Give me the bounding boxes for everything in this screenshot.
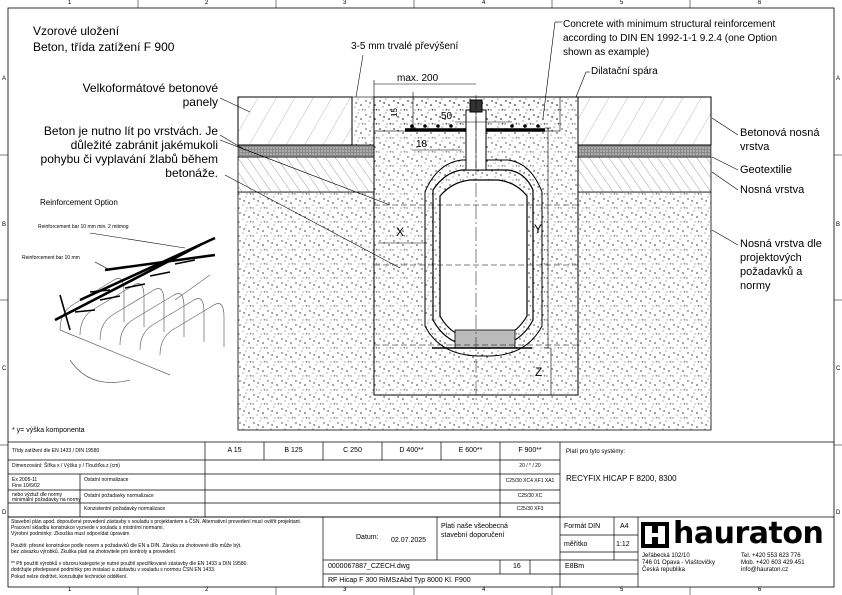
footer-note-4: Použití: přesné konstrukce podle norem a požadavků dle EN a DIN. Záruka za zhotovené dílo může být. — [11, 543, 242, 549]
valid-label: Platí pro tyto systémy: — [566, 449, 626, 455]
label-bearing-concrete-2: vrstva — [740, 141, 770, 153]
hauraton-logo-mark — [641, 522, 669, 548]
grid-row-a-right: A — [836, 76, 841, 82]
grid-col-1-bottom: 1 — [68, 587, 72, 593]
footer-note-2: Pracovní skladbu konstrukce vyzvede v souladu s místními normami. — [11, 525, 164, 531]
reinf-option-title: Reinforcement Option — [40, 198, 118, 207]
dim-15: 15 — [390, 108, 399, 117]
table-header-label: Třídy zatížení dle EN 1433 / DIN 19580 — [12, 448, 100, 454]
dim-x: X — [396, 225, 405, 239]
footnote: * y= výška komponenta — [12, 427, 85, 434]
dim-50: 50 — [441, 111, 453, 122]
row-b2: Ostatní požadavky normalizace — [84, 493, 154, 499]
validity-2: stavební doporučení — [441, 532, 505, 539]
label-panels-2: panely — [182, 95, 218, 109]
row-b1b: minimální požadavky na normy — [12, 497, 81, 503]
reinforcement-sketch — [55, 233, 224, 383]
grid-row-b: B — [2, 222, 7, 228]
row-a2: Ostatní normalizace — [84, 477, 129, 483]
label-layers-3: pohybu či vyplavání žlabů během — [40, 152, 218, 166]
label-geotextile: Geotextilie — [740, 164, 792, 176]
cell-concrete-1: C25/30 XC4 XF1 XA1 — [505, 478, 555, 484]
revision: E8Bm — [565, 563, 585, 570]
grid-row-c-right: C — [836, 366, 841, 372]
dim-z: Z — [535, 365, 543, 379]
scale-label: měřítko — [564, 541, 588, 548]
cell-concrete-2: C25/30 XC — [517, 493, 543, 499]
datum-label: Datum: — [356, 534, 379, 541]
title-line-1: Vzorové uložení — [33, 24, 120, 38]
row-a1: Ex 2005-11 Fine 10/6/02 — [12, 477, 40, 489]
contact-mobile: Mob. +420 603 429 451 — [741, 560, 805, 566]
grid-row-b-right: B — [836, 222, 841, 228]
class-d400: D 400** — [399, 447, 424, 454]
reinf-bar-1: Reinforcement bar 10 mm min. 2 mitmog — [38, 224, 129, 230]
label-bearing-concrete-1: Betonová nosná — [740, 127, 820, 139]
datum-value: 02.07.2025 — [391, 537, 427, 544]
contact-email: info@hauraton.cz — [741, 567, 789, 573]
drawing-file: 0000067887_CZECH.dwg — [328, 563, 410, 570]
label-bearing-project-2: projektových — [740, 252, 802, 264]
scale-value: 1:12 — [616, 541, 630, 548]
cell-concrete-3: C25/30 XF3 — [516, 506, 544, 512]
valid-value: RECYFIX HICAP F 8200, 8300 — [566, 474, 677, 483]
address-3: Česká republika — [642, 567, 686, 573]
format-value: A4 — [620, 523, 629, 530]
footer-note-7: dodržujte předepsané podmínky pro instalaci a zástavbu v souladu s normou ČSN EN 1433. — [11, 567, 216, 573]
grid-col-3-bottom: 3 — [343, 587, 347, 593]
footer-note-1: Stavební plán apod. dopoučené provedení zástavby v souladu s projektantem a ČSN. Alternativní provedení musí ověřit projektant. — [11, 519, 302, 525]
label-layers-1: Beton je nutno lít po vrstvách. Je — [43, 124, 218, 138]
label-overlap: 3-5 mm trvalé převýšení — [351, 41, 459, 52]
grid-col-4: 4 — [482, 0, 486, 6]
address-2: 746 01 Opava - Vlaštovičky — [642, 560, 716, 566]
grid-col-2-bottom: 2 — [205, 587, 209, 593]
dim-18: 18 — [416, 139, 428, 150]
company-logo: hauraton — [673, 516, 824, 551]
grid-col-4-bottom: 4 — [482, 587, 486, 593]
label-bearing-project-1: Nosná vrstva dle — [740, 238, 822, 250]
label-concrete-3: shown as example) — [563, 47, 650, 58]
grid-col-3: 3 — [343, 0, 347, 6]
address-1: Jeřábecká 102/10 — [642, 553, 690, 559]
label-panels-1: Velkoformátové betonové — [82, 81, 218, 95]
label-bearing-project-3: požadavků a — [740, 266, 803, 278]
dim-y: Y — [534, 222, 543, 236]
label-joint: Dilatační spára — [591, 66, 658, 77]
footer-note-8: Pokud nelze dodržet, konzultujte technické oddělení. — [11, 574, 128, 580]
title-line-2: Beton, třída zatížení F 900 — [33, 40, 175, 54]
label-bearing-layer: Nosná vrstva — [740, 184, 805, 196]
label-concrete-2: according to DIN EN 1992-1-1 9.2.4 (one Option — [563, 33, 778, 44]
class-a15: A 15 — [227, 447, 242, 454]
format-label: Formát DIN — [564, 523, 601, 530]
contact-phone: Tel. +420 553 623 776 — [741, 553, 801, 559]
class-e600: E 600** — [458, 447, 483, 454]
sheet-number: 16 — [513, 563, 521, 570]
grid-row-a: A — [2, 76, 7, 82]
row-c2: Konzistentní požadavky normalizace — [84, 506, 166, 512]
class-c250: C 250 — [343, 447, 362, 454]
grid-col-6-bottom: 6 — [758, 587, 762, 593]
label-concrete-1: Concrete with minimum structural reinforcement — [563, 19, 776, 30]
grid-col-2: 2 — [205, 0, 209, 6]
label-bearing-project-4: normy — [740, 280, 771, 292]
footer-note-3: Výrobní podmínky: Zkouška musí odpovídat úpravám — [11, 531, 130, 537]
grid-col-5-bottom: 5 — [620, 587, 624, 593]
part-name: RF Hicap F 300 RiMSzAbd Typ 8000 Kl. F900 — [328, 577, 471, 584]
class-f900: F 900** — [518, 447, 542, 454]
dim-label: Dimenzování: Šířka x / Výška y / Tloušťka z (cm) — [12, 463, 120, 469]
dim-value: 20 / * / 20 — [519, 463, 541, 469]
footer-note-6: ** Při použití výrobků v obzoru kategorie je nutné použití specifikované zástavby dle EN 1433 a DIN 19580. — [11, 561, 248, 567]
grid-col-5: 5 — [620, 0, 624, 6]
grid-row-d-right: D — [836, 510, 841, 516]
grid-row-c: C — [2, 366, 7, 372]
validity-1: Platí naše všeobecná — [441, 523, 508, 530]
row-b1: nebo výztuž dle normy — [12, 492, 63, 498]
class-b125: B 125 — [284, 447, 303, 454]
grid-col-6: 6 — [758, 0, 762, 6]
reinf-bar-2: Reinforcement bar 10 mm — [22, 255, 80, 261]
grid-col-1: 1 — [68, 0, 72, 6]
label-layers-4: betonáže. — [165, 166, 218, 180]
grid-row-d: D — [2, 510, 7, 516]
label-layers-2: důležité zabránit jakémukoli — [70, 138, 218, 152]
footer-note-5: bez závazku výrobků. Zkuška platí na zhotovitele pro kontroly a provedení. — [11, 549, 177, 555]
dim-max: max. 200 — [397, 73, 439, 84]
